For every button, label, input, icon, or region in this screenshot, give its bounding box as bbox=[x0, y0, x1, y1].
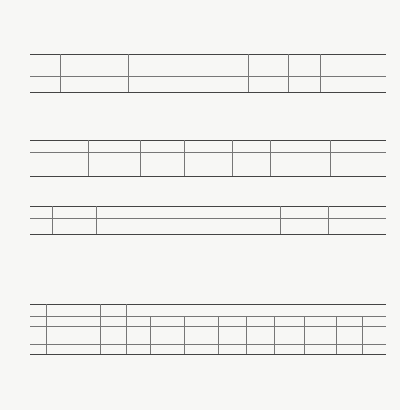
table-4-col-divider bbox=[218, 316, 219, 354]
table-1-col-divider bbox=[128, 54, 129, 92]
table-2-top-rule bbox=[30, 140, 386, 141]
table-4-col-divider bbox=[304, 316, 305, 354]
table-3-col-divider bbox=[96, 206, 97, 234]
table-2-col-divider bbox=[270, 140, 271, 176]
table-4-header-rule bbox=[30, 326, 386, 327]
table-2-header-rule bbox=[30, 152, 386, 153]
table-2-col-divider bbox=[184, 140, 185, 176]
table-1-col-divider bbox=[248, 54, 249, 92]
table-2-bottom-rule bbox=[30, 176, 386, 177]
table-4-col-divider bbox=[274, 316, 275, 354]
table-2-col-divider bbox=[232, 140, 233, 176]
table-3-col-divider bbox=[328, 206, 329, 234]
table-4-col-divider bbox=[362, 316, 363, 354]
table-1-top-rule bbox=[30, 54, 386, 55]
table-4-col-divider bbox=[100, 304, 101, 354]
page-number bbox=[28, 392, 58, 404]
table-4-col-divider bbox=[46, 304, 47, 354]
table-1-col-divider bbox=[288, 54, 289, 92]
table-3-col-divider bbox=[280, 206, 281, 234]
table-4-bottom-rule bbox=[30, 354, 386, 355]
table-4-row-rule bbox=[30, 344, 386, 345]
table-3-header-rule bbox=[30, 218, 386, 219]
table-1-col-divider bbox=[60, 54, 61, 92]
table-1-bottom-rule bbox=[30, 92, 386, 93]
table-4-subheader-rule bbox=[30, 316, 386, 317]
table-3-col-divider bbox=[52, 206, 53, 234]
table-1-col-divider bbox=[320, 54, 321, 92]
table-1-header-rule bbox=[30, 76, 386, 77]
table-2-col-divider bbox=[140, 140, 141, 176]
table-4-top-rule bbox=[30, 304, 386, 305]
table-3-top-rule bbox=[30, 206, 386, 207]
table-4-col-divider bbox=[246, 316, 247, 354]
table-4-col-divider bbox=[184, 316, 185, 354]
table-4-col-divider bbox=[336, 316, 337, 354]
table-4-col-divider bbox=[150, 316, 151, 354]
table-2-col-divider bbox=[88, 140, 89, 176]
table-3-bottom-rule bbox=[30, 234, 386, 235]
table-2-col-divider bbox=[330, 140, 331, 176]
table-4-col-divider bbox=[126, 304, 127, 354]
